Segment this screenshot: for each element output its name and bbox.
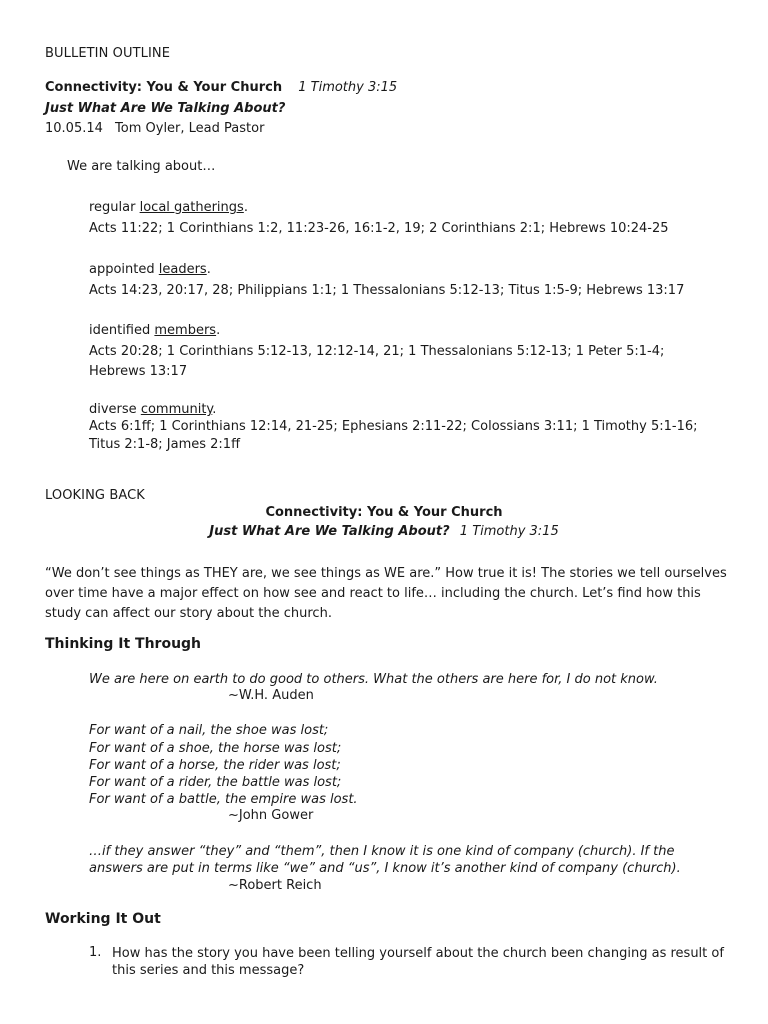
point-leaders <box>89 262 211 277</box>
point-term: members <box>154 323 217 338</box>
point-prefix: appointed <box>89 262 159 277</box>
point-term: local gatherings <box>139 200 244 215</box>
quote-reich: …if they answer “they” and “them”, then I know it is one kind of company (church). If the answers are put in terms like “we” and “us”, I know it’s another kind of company (church). <box>89 844 681 876</box>
point-refs: Acts 14:23, 20:17, 28; Philippians 1:1; 1 Thessalonians 5:12-13; Titus 1:5-9; Hebrews 13:17 <box>89 283 685 298</box>
point-suffix: . <box>216 323 221 338</box>
quote-auden: We are here on earth to do good to others. What the others are here for, I do not know. <box>89 672 658 687</box>
looking-back-intro: “We don’t see things as THEY are, we see things as WE are.” How true it is! The stories we tell ourselves over time have a major effect on how see and react to life… including the church. Let’s find how this study can affect our story about the church. <box>45 566 727 621</box>
working-heading: Working It Out <box>45 911 161 927</box>
quote-gower-line: For want of a rider, the battle was lost; <box>89 775 342 790</box>
point-community <box>89 402 216 417</box>
outline-date: 10.05.14 <box>45 121 103 136</box>
point-suffix: . <box>212 402 217 417</box>
quote-gower-line: For want of a horse, the rider was lost; <box>89 758 341 773</box>
looking-back-title: Connectivity: You & Your Church <box>265 505 503 520</box>
point-suffix: . <box>243 200 248 215</box>
outline-heading: BULLETIN OUTLINE <box>45 46 171 61</box>
quote-gower-author: ~John Gower <box>228 808 314 823</box>
point-term: leaders <box>158 262 207 277</box>
point-refs: Acts 6:1ff; 1 Corinthians 12:14, 21-25; Ephesians 2:11-22; Colossians 3:11; 1 Timothy 5:1-16; Titus 2:1-8; James 2:1ff <box>89 419 698 452</box>
outline-subtitle: Just What Are We Talking About? <box>45 101 286 116</box>
question-text: How has the story you have been telling yourself about the church been changing as result of this series and this message? <box>112 946 724 978</box>
looking-back-subtitle-line <box>0 524 768 539</box>
point-prefix: regular <box>89 200 140 215</box>
point-prefix: diverse <box>89 402 141 417</box>
point-members <box>89 323 220 338</box>
point-suffix: . <box>206 262 211 277</box>
quote-reich-author: ~Robert Reich <box>228 878 322 893</box>
outline-speaker: Tom Oyler, Lead Pastor <box>115 121 265 136</box>
looking-back-subtitle: Just What Are We Talking About? <box>209 524 450 539</box>
outline-title-line <box>45 80 397 95</box>
quote-gower-line: For want of a nail, the shoe was lost; <box>89 723 329 738</box>
outline-meta <box>45 121 264 136</box>
looking-back-heading: LOOKING BACK <box>45 488 145 503</box>
outline-scripture: 1 Timothy 3:15 <box>298 80 398 95</box>
quote-gower-line: For want of a shoe, the horse was lost; <box>89 741 342 756</box>
point-prefix: identified <box>89 323 155 338</box>
point-refs: Acts 20:28; 1 Corinthians 5:12-13, 12:12-14, 21; 1 Thessalonians 5:12-13; 1 Peter 5:1-4; Hebrews 13:17 <box>89 344 665 379</box>
looking-back-scripture: 1 Timothy 3:15 <box>459 524 559 539</box>
point-term: community <box>140 402 213 417</box>
quote-auden-author: ~W.H. Auden <box>228 688 314 703</box>
outline-intro: We are talking about… <box>67 159 216 174</box>
thinking-heading: Thinking It Through <box>45 636 202 652</box>
outline-title: Connectivity: You & Your Church <box>45 80 283 95</box>
quote-gower-line: For want of a battle, the empire was lost. <box>89 792 358 807</box>
question-number: 1. <box>89 945 102 960</box>
point-refs: Acts 11:22; 1 Corinthians 1:2, 11:23-26, 16:1-2, 19; 2 Corinthians 2:1; Hebrews 10:24-25 <box>89 221 669 236</box>
point-local-gatherings <box>89 200 248 215</box>
